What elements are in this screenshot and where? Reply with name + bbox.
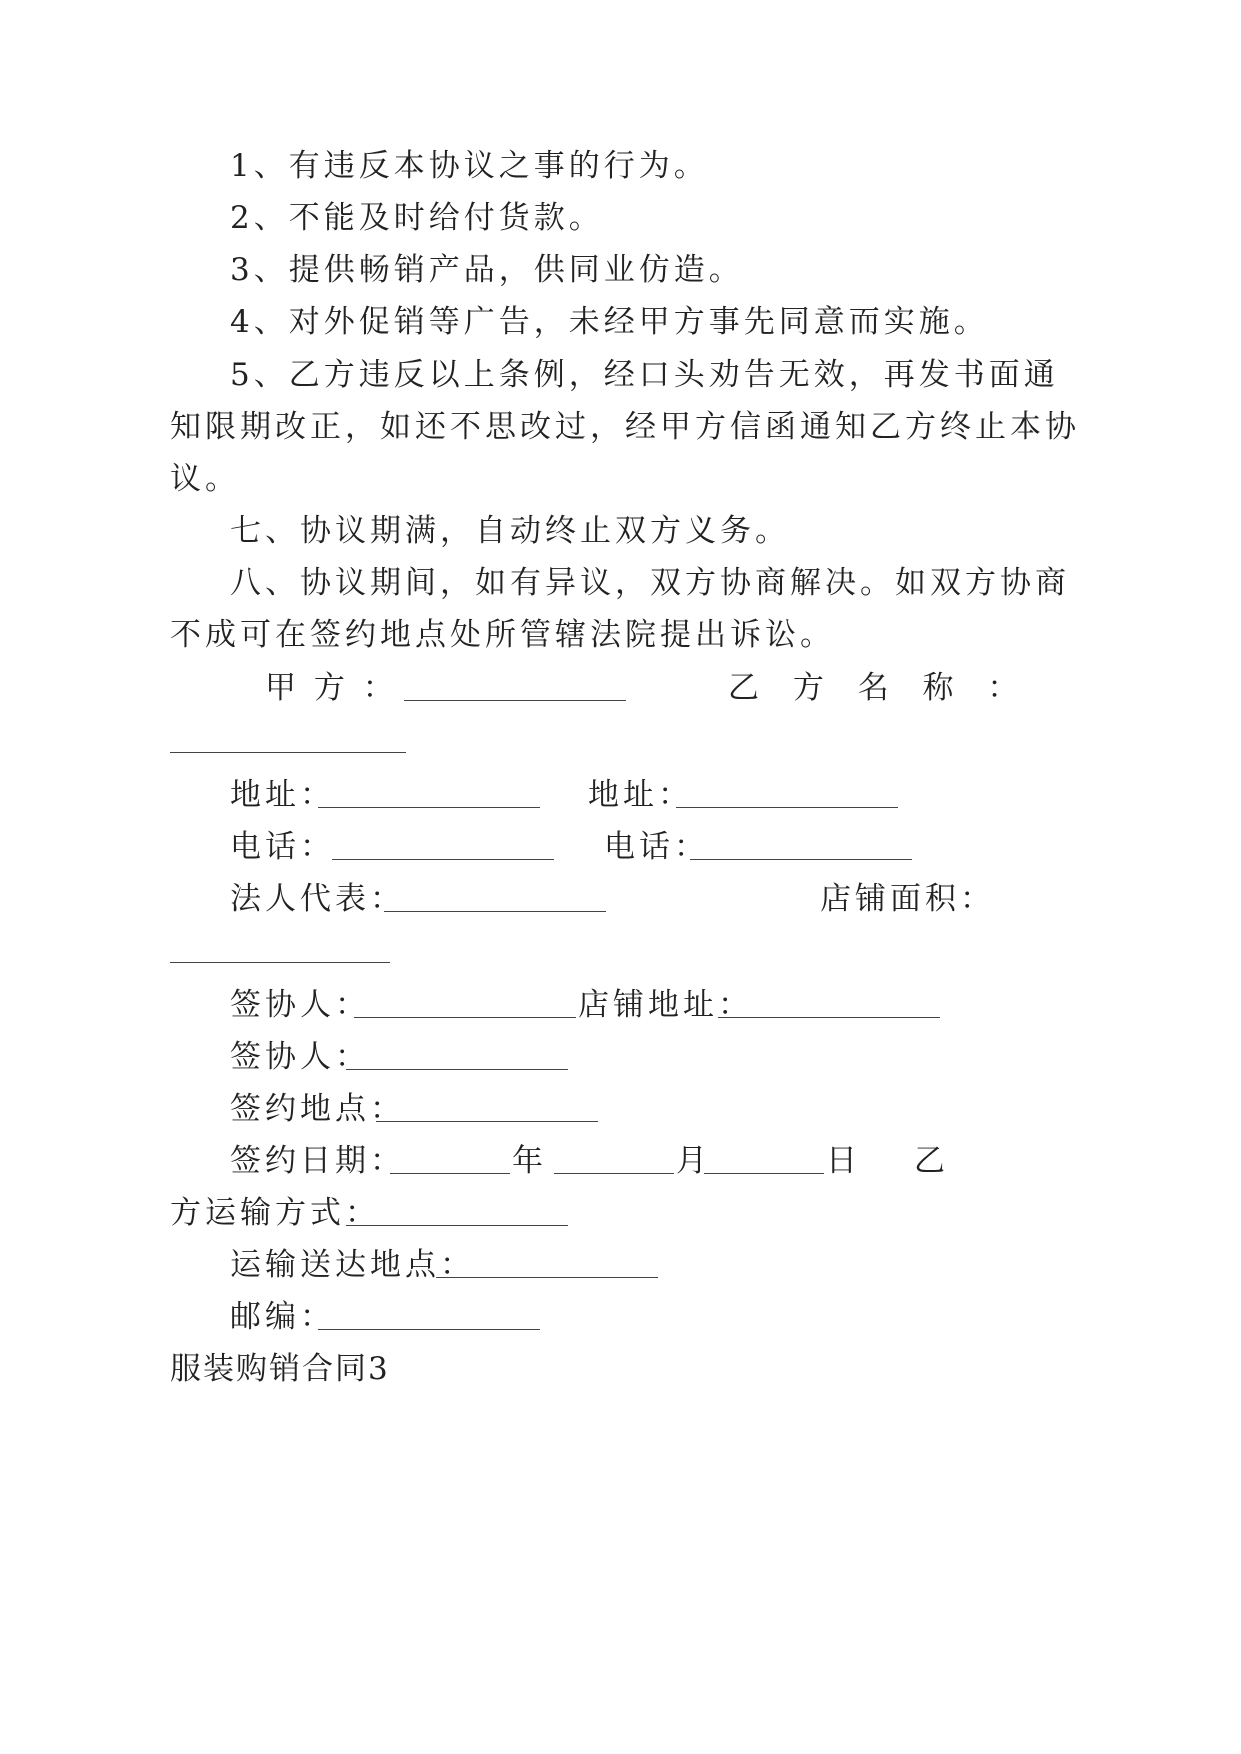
article-7: 七、协议期满，自动终止双方义务。: [230, 513, 790, 549]
article-8-line-2: 不成可在签约地点处所管辖法院提出诉讼。: [170, 617, 835, 653]
cosigner-blank-1: [354, 989, 576, 1018]
clause-5-line-3: 议。: [170, 461, 240, 497]
sign-date-label: 签约日期：: [230, 1143, 405, 1179]
sign-day-blank: [704, 1145, 824, 1174]
store-area-blank: [170, 934, 390, 963]
party-b-phone-label: 电话：: [604, 829, 709, 865]
party-a-address-blank: [318, 779, 540, 808]
sign-place-blank: [376, 1093, 598, 1122]
store-area-label: 店铺面积：: [820, 881, 995, 917]
sign-place-label: 签约地点：: [230, 1091, 405, 1127]
clause-2: 2、不能及时给付货款。: [230, 200, 604, 236]
clause-5-line-2: 知限期改正，如还不思改过，经甲方信函通知乙方终止本协: [170, 409, 1080, 445]
store-address-blank: [718, 989, 940, 1018]
sign-day-label: 日: [826, 1143, 861, 1179]
delivery-place-label: 运输送达地点：: [230, 1247, 475, 1283]
party-b-phone-blank: [690, 831, 912, 860]
clause-3: 3、提供畅销产品，供同业仿造。: [230, 252, 744, 288]
postcode-blank: [318, 1301, 540, 1330]
party-b-address-label: 地址：: [588, 777, 693, 813]
clause-5-line-1: 5、乙方违反以上条例，经口头劝告无效，再发书面通: [230, 357, 1059, 393]
transport-method-label: 方运输方式：: [170, 1195, 380, 1231]
transport-method-blank: [346, 1197, 568, 1226]
store-address-label: 店铺地址：: [578, 987, 753, 1023]
legal-rep-label: 法人代表：: [230, 881, 405, 917]
next-contract-title: 服装购销合同3: [170, 1351, 390, 1387]
party-a-label: 甲 方 ：: [265, 670, 398, 706]
party-b-name-blank: [170, 724, 406, 753]
party-b-yi: 乙: [914, 1143, 949, 1179]
article-8-line-1: 八、协议期间，如有异议，双方协商解决。如双方协商: [230, 565, 1070, 601]
delivery-place-blank: [436, 1249, 658, 1278]
cosigner-label-1: 签协人：: [230, 987, 370, 1023]
cosigner-label-2: 签协人：: [230, 1039, 370, 1075]
party-a-phone-label: 电话：: [230, 829, 335, 865]
legal-rep-blank: [384, 883, 606, 912]
postcode-label: 邮编：: [230, 1299, 335, 1335]
cosigner-blank-2: [346, 1041, 568, 1070]
party-a-phone-blank: [332, 831, 554, 860]
sign-month-label: 月: [676, 1143, 711, 1179]
clause-4: 4、对外促销等广告，未经甲方事先同意而实施。: [230, 304, 989, 340]
party-b-address-blank: [676, 779, 898, 808]
party-b-name-label: 乙 方 名 称 ：: [728, 670, 1031, 706]
party-a-address-label: 地址：: [230, 777, 335, 813]
sign-month-blank: [554, 1145, 674, 1174]
clause-1: 1、有违反本协议之事的行为。: [230, 148, 709, 184]
party-a-blank: [404, 672, 626, 701]
sign-year-label: 年: [512, 1143, 547, 1179]
sign-year-blank: [390, 1145, 510, 1174]
